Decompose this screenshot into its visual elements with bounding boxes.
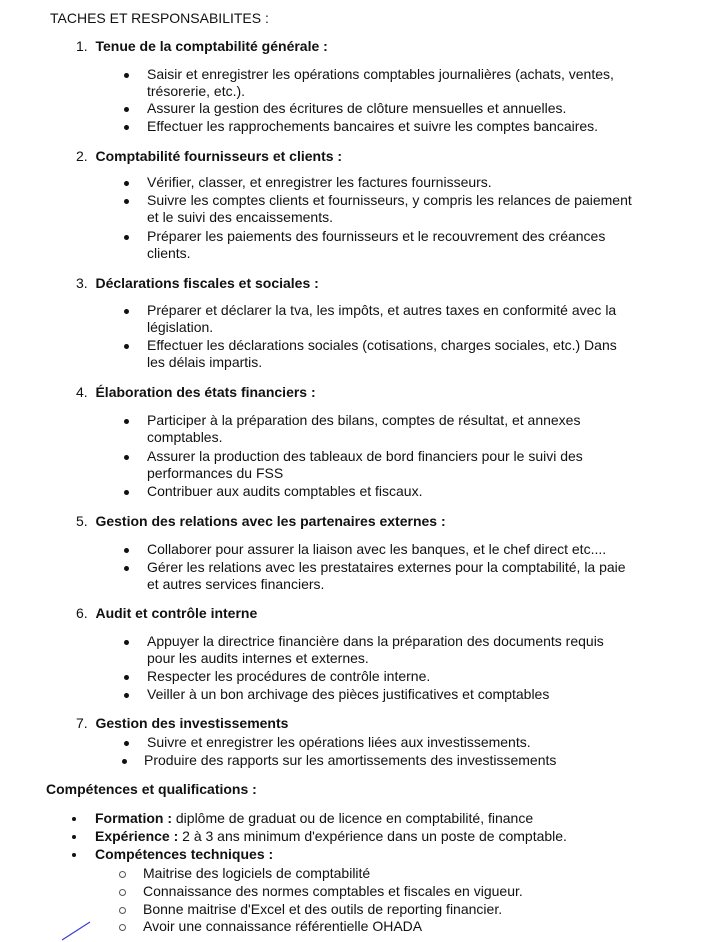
- list-item-cont: comptables.: [147, 429, 223, 445]
- section-number: 3.: [76, 275, 88, 291]
- competences-title: Compétences et qualifications :: [46, 781, 257, 797]
- list-item-cont: trésorerie, etc.).: [147, 83, 246, 99]
- bullet-icon: [124, 548, 129, 553]
- sub-list-item: Maitrise des logiciels de comptabilité: [143, 865, 371, 881]
- bullet-icon: [72, 817, 76, 821]
- bullet-icon: [124, 455, 129, 460]
- pen-mark-icon: [60, 920, 94, 942]
- list-item: Préparer les paiements des fournisseurs et le recouvrement des créances: [147, 228, 606, 244]
- list-item: Respecter les procédures de contrôle interne.: [147, 668, 431, 684]
- bullet-icon: [124, 419, 129, 424]
- list-item: Effectuer les rapprochements bancaires et suivre les comptes bancaires.: [147, 118, 599, 134]
- section-number: 7.: [76, 715, 88, 731]
- section-2-heading: [76, 148, 342, 165]
- bullet-icon: [124, 181, 129, 186]
- page-title: TACHES ET RESPONSABILITES :: [50, 10, 269, 26]
- bullet-icon: [124, 566, 129, 571]
- section-4-heading: [76, 384, 316, 401]
- section-title: Gestion des investissements: [95, 715, 289, 731]
- section-title: Déclarations fiscales et sociales :: [95, 275, 319, 291]
- bullet-icon: [124, 675, 129, 680]
- section-title: Comptabilité fournisseurs et clients :: [95, 148, 343, 164]
- list-item: Collaborer pour assurer la liaison avec les banques, et le chef direct etc....: [147, 541, 607, 557]
- bullet-icon: [124, 199, 129, 204]
- list-item: Effectuer les déclarations sociales (cotisations, charges sociales, etc.) Dans: [147, 337, 617, 353]
- section-title: Audit et contrôle interne: [95, 605, 258, 621]
- competence-text: 2 à 3 ans minimum d'expérience dans un poste de comptable.: [178, 828, 567, 844]
- competence-item: [95, 810, 533, 827]
- section-title: Tenue de la comptabilité générale :: [95, 38, 328, 54]
- bullet-icon: [124, 640, 129, 645]
- list-item-cont: pour les audits internes et externes.: [147, 650, 369, 666]
- list-item: Suivre et enregistrer les opérations liées aux investissements.: [147, 734, 531, 750]
- section-1-heading: [76, 38, 328, 55]
- bullet-icon: [124, 741, 129, 746]
- section-number: 6.: [76, 605, 88, 621]
- section-title: Gestion des relations avec les partenaires externes :: [95, 513, 446, 529]
- bullet-icon: [72, 835, 76, 839]
- bullet-icon: [124, 107, 129, 112]
- bullet-icon: [124, 693, 129, 698]
- list-item-cont: et le suivi des encaissements.: [147, 209, 333, 225]
- section-title: Élaboration des états financiers :: [95, 384, 316, 400]
- list-item: Appuyer la directrice financière dans la préparation des documents requis: [147, 633, 604, 649]
- sub-list-item: Connaissance des normes comptables et fiscales en vigueur.: [143, 883, 523, 899]
- list-item-cont: les délais impartis.: [147, 354, 263, 370]
- list-item: Veiller à un bon archivage des pièces justificatives et comptables: [147, 686, 550, 702]
- competence-label: Formation :: [95, 810, 172, 826]
- list-item: Assurer la production des tableaux de bord financiers pour le suivi des: [147, 448, 583, 464]
- competence-text: diplôme de graduat ou de licence en comptabilité, finance: [172, 810, 534, 826]
- section-number: 5.: [76, 513, 88, 529]
- section-3-heading: [76, 275, 319, 292]
- section-7-heading: [76, 715, 288, 732]
- list-item-cont: et autres services financiers.: [147, 576, 325, 592]
- section-number: 2.: [76, 148, 88, 164]
- list-item: Assurer la gestion des écritures de clôture mensuelles et annuelles.: [147, 100, 567, 116]
- sub-list-item: Avoir une connaissance référentielle OHADA: [143, 918, 423, 934]
- competence-label: Expérience :: [95, 828, 179, 844]
- list-item: Participer à la préparation des bilans, comptes de résultat, et annexes: [147, 412, 581, 428]
- bullet-icon: [124, 490, 129, 495]
- bullet-icon: [72, 853, 76, 857]
- list-item: Contribuer aux audits comptables et fiscaux.: [147, 483, 423, 499]
- circle-bullet-icon: [119, 871, 126, 878]
- list-item: Gérer les relations avec les prestataires externes pour la comptabilité, la paie: [147, 559, 626, 575]
- list-item: Saisir et enregistrer les opérations comptables journalières (achats, ventes,: [147, 66, 614, 82]
- bullet-icon: [124, 235, 129, 240]
- list-item-cont: législation.: [147, 319, 214, 335]
- list-item: Préparer et déclarer la tva, les impôts, et autres taxes en conformité avec la: [147, 302, 617, 318]
- bullet-icon: [124, 344, 129, 349]
- section-number: 4.: [76, 384, 88, 400]
- circle-bullet-icon: [119, 889, 126, 896]
- list-item: Vérifier, classer, et enregistrer les factures fournisseurs.: [147, 174, 492, 190]
- sub-list-item: Bonne maitrise d'Excel et des outils de reporting financier.: [143, 901, 503, 917]
- list-item: Produire des rapports sur les amortissements des investissements: [144, 752, 557, 768]
- bullet-icon: [124, 309, 129, 314]
- section-5-heading: [76, 513, 446, 530]
- list-item-cont: performances du FSS: [147, 465, 284, 481]
- competence-item: [95, 828, 567, 845]
- bullet-icon: [124, 125, 129, 130]
- section-6-heading: [76, 605, 257, 622]
- circle-bullet-icon: [119, 924, 126, 931]
- list-item: Suivre les comptes clients et fournisseurs, y compris les relances de paiement: [147, 192, 632, 208]
- competence-item: [95, 846, 273, 863]
- section-number: 1.: [76, 38, 88, 54]
- bullet-icon: [122, 759, 127, 764]
- bullet-icon: [124, 73, 129, 78]
- list-item-cont: clients.: [147, 245, 191, 261]
- circle-bullet-icon: [119, 907, 126, 914]
- competence-label: Compétences techniques :: [95, 846, 274, 862]
